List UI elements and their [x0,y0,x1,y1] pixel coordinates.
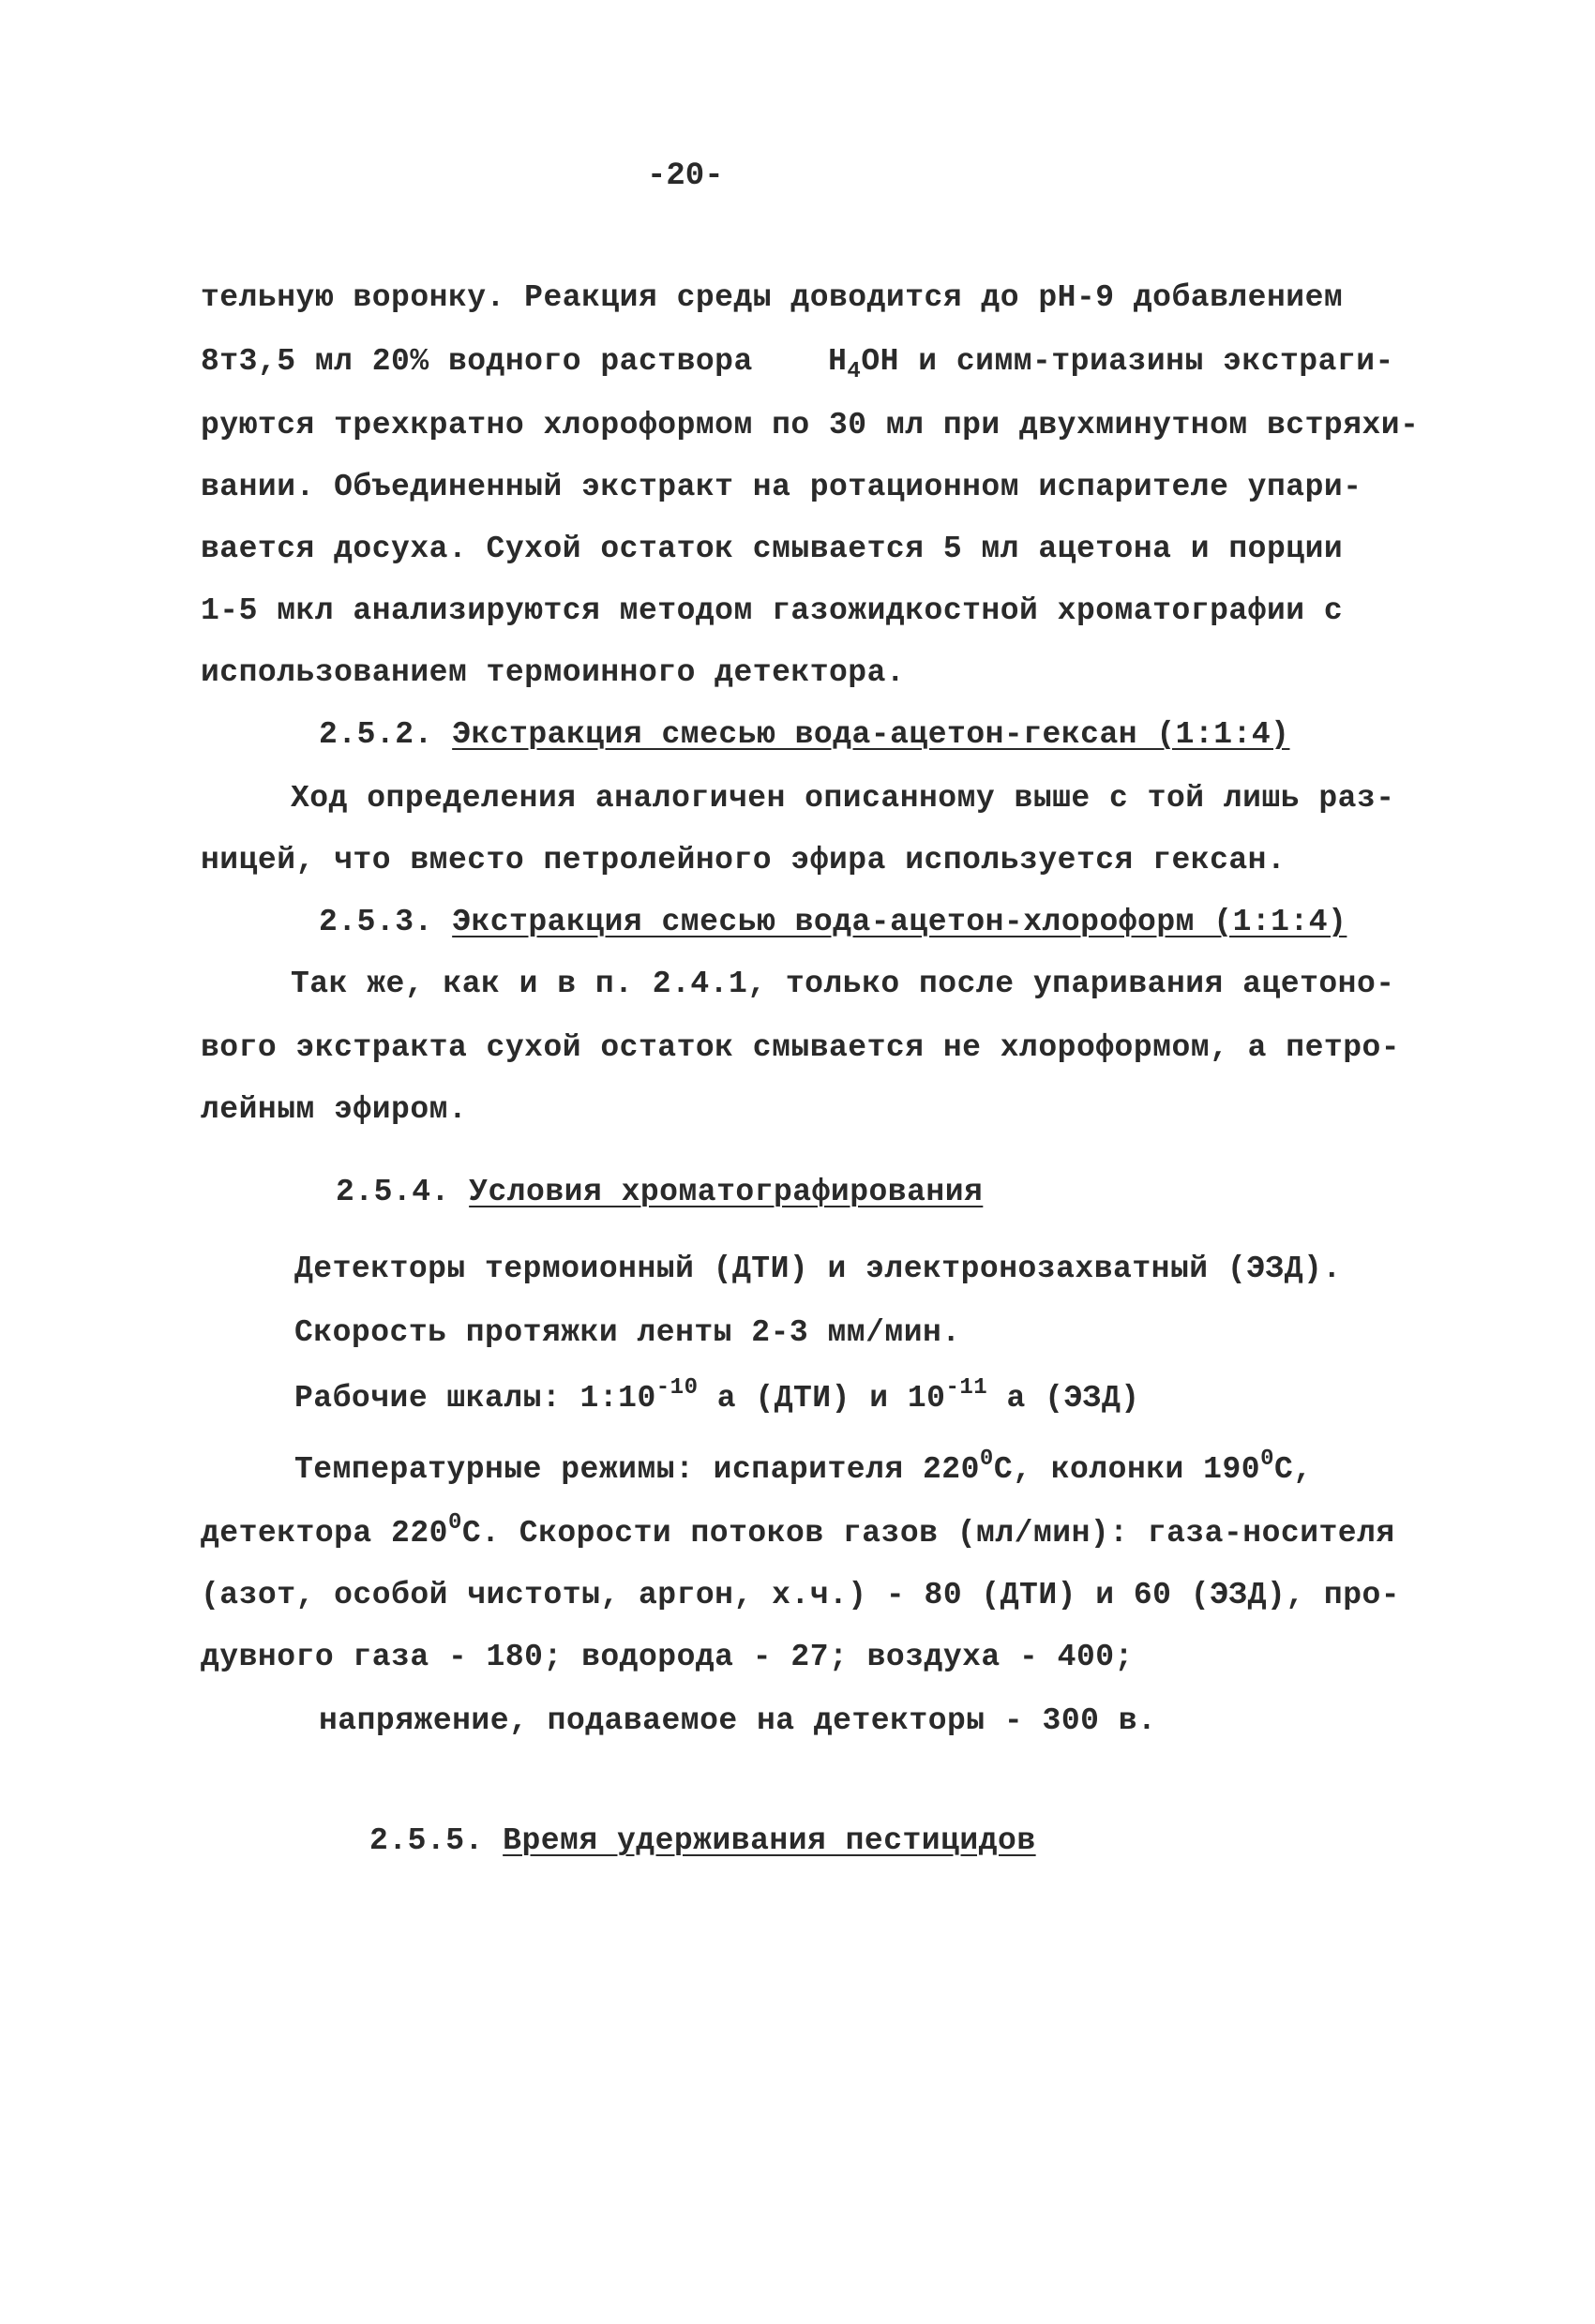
text-line: (азот, особой чистоты, аргон, х.ч.) - 80 (ДТИ) и 60 (ЭЗД), про- [201,1578,1401,1612]
text-line: лейным эфиром. [201,1092,468,1127]
section-title: Условия хроматографирования [469,1175,984,1209]
section-title: Экстракция смесью вода-ацетон-хлороформ (1:1:4) [452,905,1347,939]
text-line: 1-5 мкл анализируются методом газожидкостной хроматографии с [201,593,1344,628]
text-line: вании. Объединенный экстракт на ротационном испарителе упари- [201,470,1362,504]
text-fragment: 8т3,5 мл 20% водного раствора [201,344,753,379]
section-number: 2.5.3. [319,905,433,939]
text-line: Температурные режимы: испарителя $220^0С$, колонки $190^0С$, [294,1447,1313,1487]
section-heading-2-5-5 [369,1822,1036,1860]
text-line: детектора $220^0С$. Скорости потоков газов (мл/мин): газа-носителя [201,1510,1395,1551]
text-line: Рабочие шкалы: $1:10^{-10}$ а (ДТИ) и $10^{-11}$ а (ЭЗД) [294,1375,1140,1416]
text-line: ницей, что вместо петролейного эфира используется гексан. [201,843,1287,877]
page-number: -20- [647,158,724,194]
text-line: руются трехкратно хлороформом по 30 мл при двухминутном встряхи- [201,408,1420,442]
text-line: Детекторы термоионный (ДТИ) и электронозахватный (ЭЗД). [294,1252,1342,1286]
text-line: тельную воронку. Реакция среды доводится до pH-9 добавлением [201,280,1344,315]
text-line: Так же, как и в п. 2.4.1, только после упаривания ацетоно- [291,967,1395,1001]
text-line: напряжение, подаваемое на детекторы - 300 в. [319,1703,1157,1738]
chemical-formula: $H_4OH$ и симм-триазины экстраги- [828,344,1394,384]
section-number: 2.5.5. [369,1823,484,1858]
section-heading-2-5-4 [336,1174,983,1211]
text-line [201,343,1394,384]
section-heading-2-5-2 [319,716,1289,754]
text-line: Скорость протяжки ленты 2-3 мм/мин. [294,1315,961,1350]
section-title: Экстракция смесью вода-ацетон-гексан (1:1:4) [452,717,1290,752]
text-line: вого экстракта сухой остаток смывается не хлороформом, а петро- [201,1030,1401,1065]
section-number: 2.5.4. [336,1175,450,1209]
text-line: вается досуха. Сухой остаток смывается 5 мл ацетона и порции [201,532,1344,566]
section-heading-2-5-3 [319,904,1347,941]
text-line: Ход определения аналогичен описанному выше с той лишь раз- [291,781,1395,816]
section-number: 2.5.2. [319,717,433,752]
text-line: использованием термоинного детектора. [201,655,906,690]
section-title: Время удерживания пестицидов [503,1823,1036,1858]
text-line: дувного газа - 180; водорода - 27; воздуха - 400; [201,1640,1134,1674]
